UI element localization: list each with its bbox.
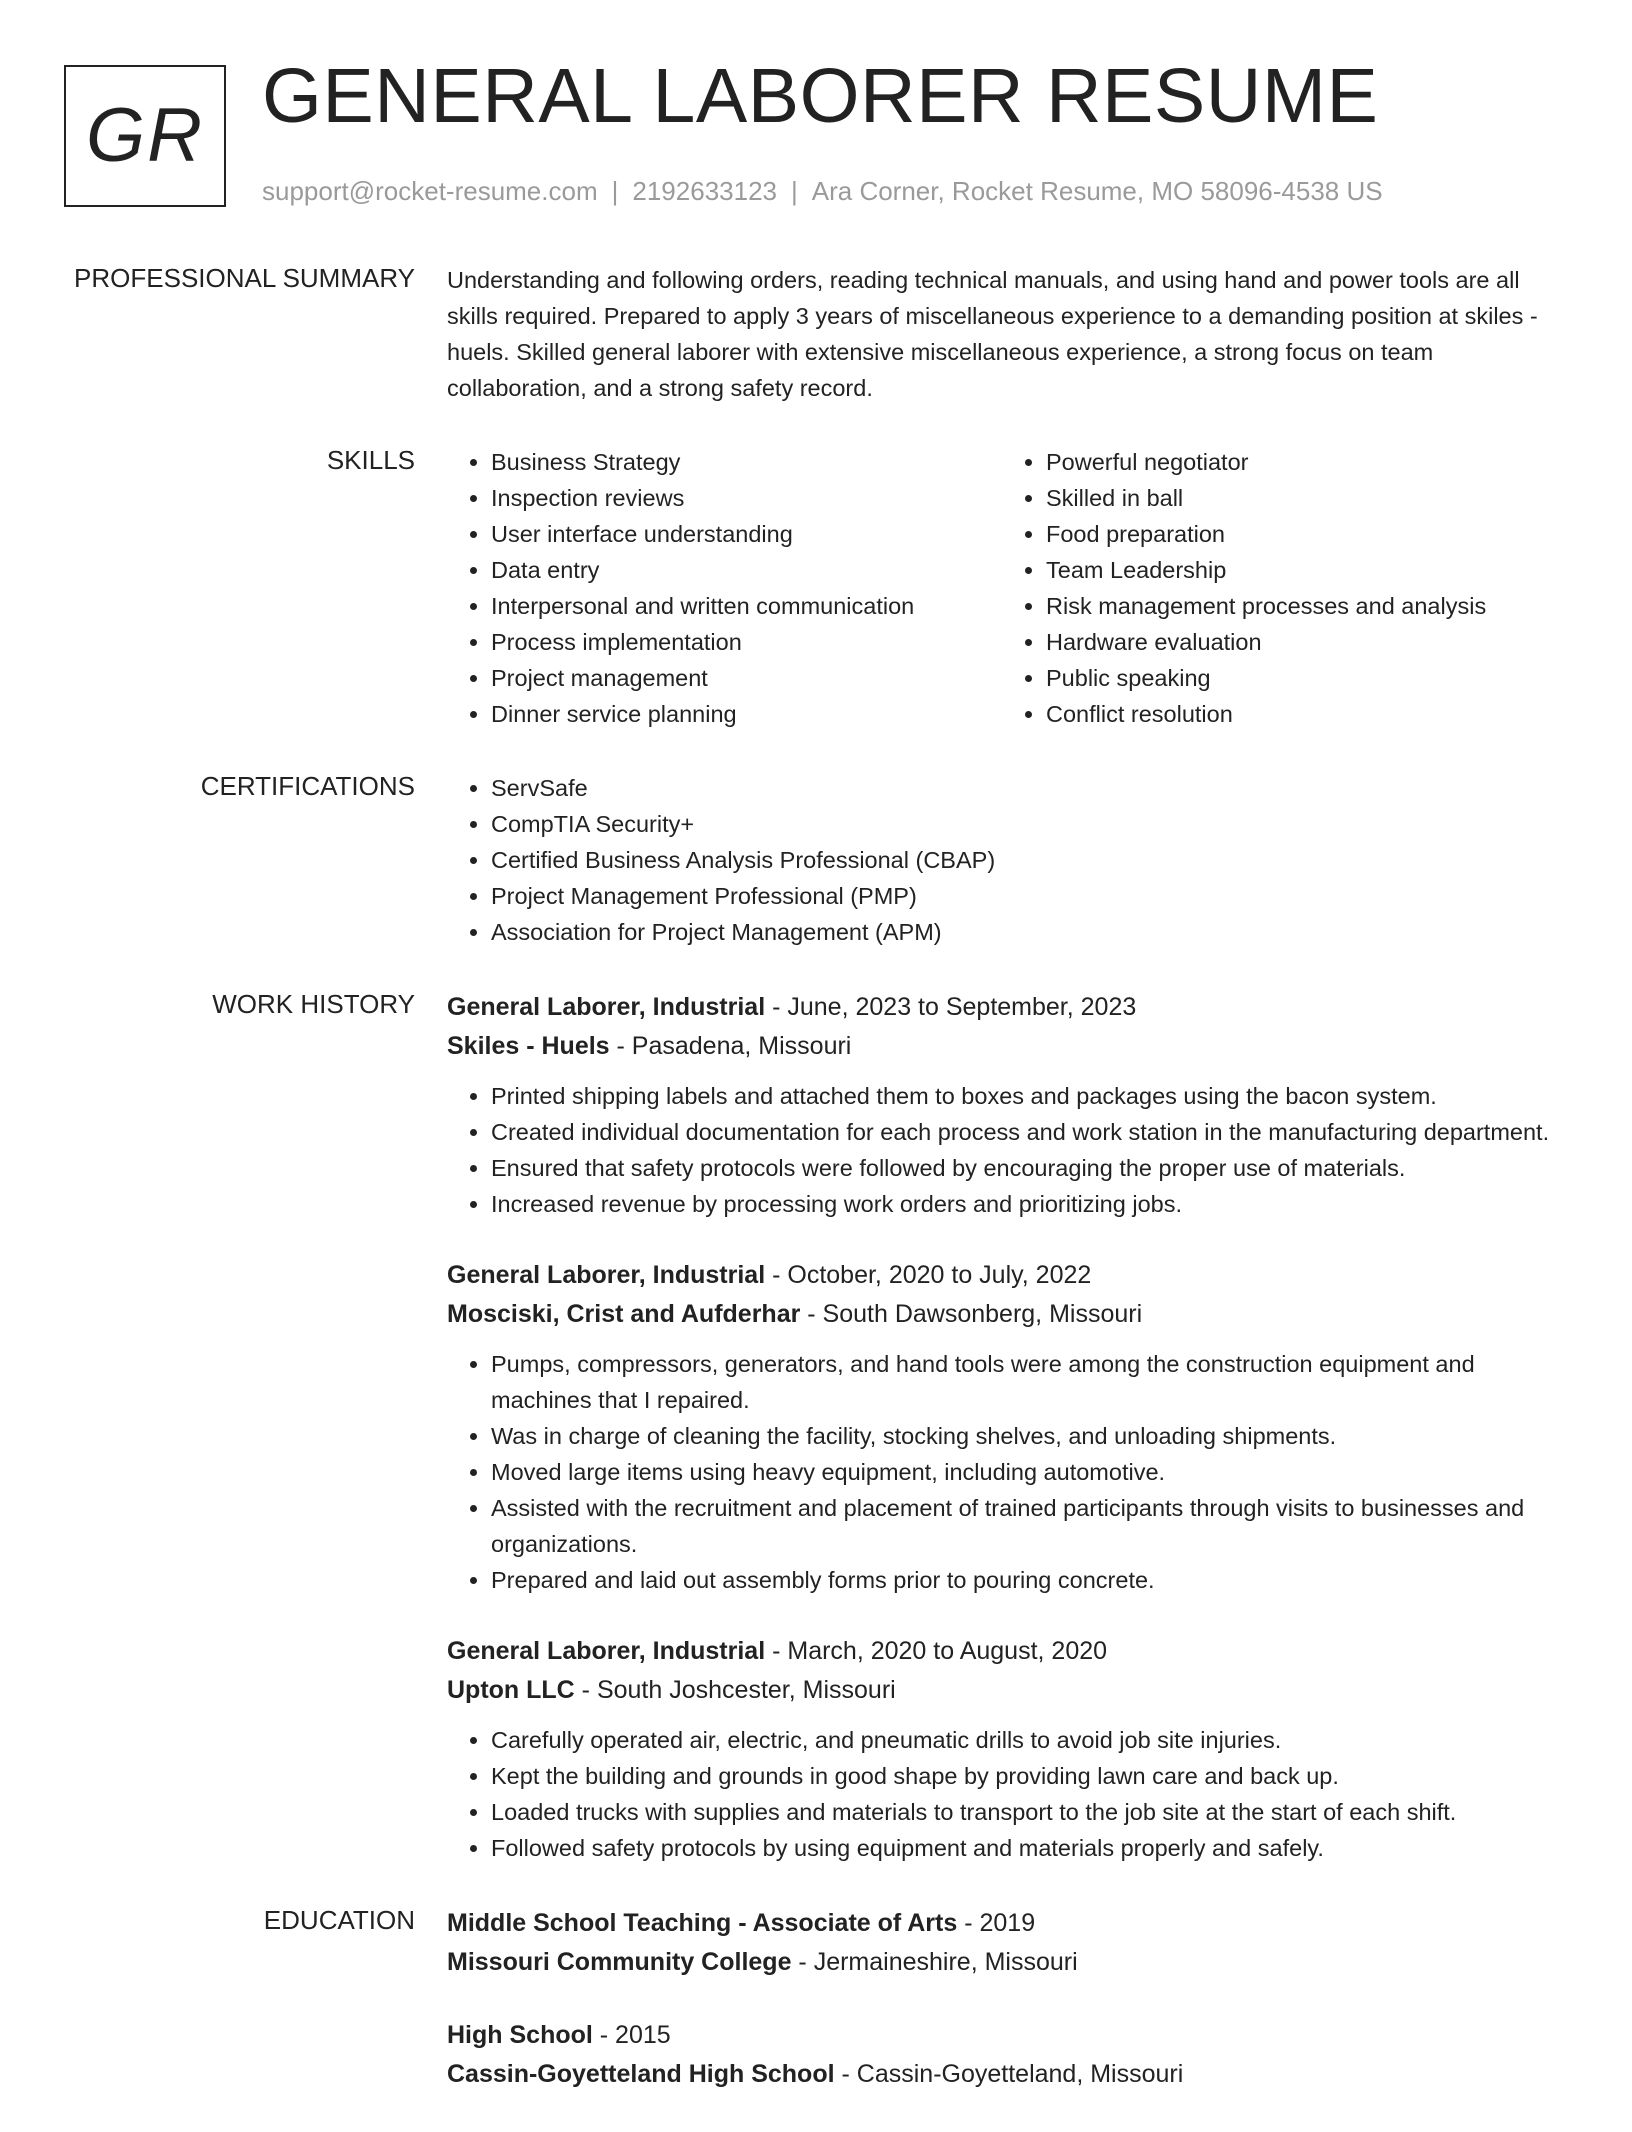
job-bullet: • Carefully operated air, electric, and pneumatic drills to avoid job site injuries. (491, 1722, 1557, 1758)
degree-name: High School (447, 2021, 593, 2049)
job-bullet: • Pumps, compressors, generators, and hand tools were among the construction equipment and machines that I repaired. (491, 1346, 1557, 1418)
degree-year: - 2019 (957, 1909, 1036, 1937)
job-location: - South Joshcester, Missouri (574, 1676, 896, 1704)
job-bullet: • Prepared and laid out assembly forms prior to pouring concrete. (491, 1562, 1557, 1598)
job-entry (447, 1256, 1557, 1598)
resume-header (0, 0, 1632, 230)
skill-item: • User interface understanding (491, 516, 1002, 552)
certification-item: • Association for Project Management (APM) (491, 914, 1557, 950)
skill-item: • Process implementation (491, 624, 1002, 660)
school-location: - Cassin-Goyetteland, Missouri (834, 2060, 1184, 2088)
job-company-line (447, 1671, 1557, 1710)
monogram-box (64, 65, 226, 207)
section-heading: CERTIFICATIONS (200, 771, 415, 801)
job-title: General Laborer, Industrial (447, 1261, 766, 1289)
skill-item: • Powerful negotiator (1046, 444, 1557, 480)
contact-email: support@rocket-resume.com (262, 176, 598, 206)
job-location: - South Dawsonberg, Missouri (800, 1300, 1143, 1328)
section-heading: PROFESSIONAL SUMMARY (74, 263, 415, 293)
skill-item: • Interpersonal and written communication (491, 588, 1002, 624)
job-bullet: • Followed safety protocols by using equipment and materials properly and safely. (491, 1830, 1557, 1866)
education-entry (447, 2016, 1557, 2094)
degree-line (447, 2016, 1557, 2055)
monogram-initials: GR (86, 93, 204, 178)
certifications-body (447, 770, 1557, 950)
skill-item: • Business Strategy (491, 444, 1002, 480)
job-entry (447, 988, 1557, 1222)
summary-body (447, 262, 1557, 406)
degree-name: Middle School Teaching - Associate of Arts (447, 1909, 958, 1937)
job-company-line (447, 1027, 1557, 1066)
job-bullet: • Was in charge of cleaning the facility, stocking shelves, and unloading shipments. (491, 1418, 1557, 1454)
job-bullet: • Created individual documentation for each process and work station in the manufacturing department. (491, 1114, 1557, 1150)
contact-separator: | (791, 176, 798, 206)
certifications-section (0, 770, 1632, 950)
certification-item: • ServSafe (491, 770, 1557, 806)
contact-separator: | (611, 176, 619, 206)
education-section (0, 1904, 1632, 2094)
skill-item: • Risk management processes and analysis (1046, 588, 1557, 624)
certification-item: • Certified Business Analysis Professional (CBAP) (491, 842, 1557, 878)
job-location: - Pasadena, Missouri (609, 1032, 852, 1060)
skills-section (0, 444, 1632, 732)
work-history-body (447, 988, 1557, 1866)
skill-item: • Skilled in ball (1046, 480, 1557, 516)
skill-item: • Dinner service planning (491, 696, 1002, 732)
job-company-line (447, 1295, 1557, 1334)
skill-item: • Food preparation (1046, 516, 1557, 552)
skill-item: • Project management (491, 660, 1002, 696)
school-name: Cassin-Goyetteland High School (447, 2060, 835, 2088)
skill-item: • Public speaking (1046, 660, 1557, 696)
education-entry (447, 1904, 1557, 1982)
summary-section (0, 262, 1632, 406)
certification-item: • CompTIA Security+ (491, 806, 1557, 842)
job-company: Mosciski, Crist and Aufderhar (447, 1300, 801, 1328)
job-entry (447, 1632, 1557, 1866)
skill-item: • Conflict resolution (1046, 696, 1557, 732)
skill-item: • Hardware evaluation (1046, 624, 1557, 660)
work-history-section (0, 988, 1632, 1866)
job-title: General Laborer, Industrial (447, 993, 766, 1021)
section-heading: SKILLS (326, 445, 415, 475)
degree-line (447, 1904, 1557, 1943)
certification-item: • Project Management Professional (PMP) (491, 878, 1557, 914)
skill-item: • Team Leadership (1046, 552, 1557, 588)
degree-year: - 2015 (592, 2021, 671, 2049)
certifications-list (447, 770, 1557, 950)
school-line (447, 2055, 1557, 2094)
job-bullet: • Ensured that safety protocols were followed by encouraging the proper use of materials. (491, 1150, 1557, 1186)
education-body (447, 1904, 1557, 2094)
skill-item: • Data entry (491, 552, 1002, 588)
job-dates: - October, 2020 to July, 2022 (765, 1261, 1092, 1289)
skill-item: • Inspection reviews (491, 480, 1002, 516)
contact-address: Ara Corner, Rocket Resume, MO 58096-4538 US (811, 176, 1383, 206)
school-line (447, 1943, 1557, 1982)
job-bullets (447, 1346, 1557, 1598)
job-company: Upton LLC (447, 1676, 575, 1704)
school-location: - Jermaineshire, Missouri (791, 1948, 1078, 1976)
job-bullet: • Increased revenue by processing work orders and prioritizing jobs. (491, 1186, 1557, 1222)
job-bullet: • Moved large items using heavy equipment, including automotive. (491, 1454, 1557, 1490)
school-name: Missouri Community College (447, 1948, 792, 1976)
job-dates: - June, 2023 to September, 2023 (765, 993, 1137, 1021)
contact-line (262, 175, 1383, 207)
job-title: General Laborer, Industrial (447, 1637, 766, 1665)
resume-content (0, 262, 1632, 2132)
job-title-line (447, 1256, 1557, 1295)
job-dates: - March, 2020 to August, 2020 (765, 1637, 1108, 1665)
job-bullet: • Kept the building and grounds in good shape by providing lawn care and back up. (491, 1758, 1557, 1794)
job-company: Skiles - Huels (447, 1032, 610, 1060)
job-bullet: • Loaded trucks with supplies and materials to transport to the job site at the start of each shift. (491, 1794, 1557, 1830)
section-heading: WORK HISTORY (212, 989, 415, 1019)
job-bullets (447, 1078, 1557, 1222)
job-bullet: • Assisted with the recruitment and placement of trained participants through visits to businesses and organizations. (491, 1490, 1557, 1562)
job-title-line (447, 988, 1557, 1027)
skills-list-right (1002, 444, 1557, 732)
section-heading: EDUCATION (263, 1905, 415, 1935)
job-bullets (447, 1722, 1557, 1866)
skills-list-left (447, 444, 1002, 732)
skills-body (447, 444, 1557, 732)
summary-text: Understanding and following orders, reading technical manuals, and using hand and power tools are all skills required. Prepared to apply 3 years of miscellaneous experience to a demanding position at skiles - huels. Skilled general laborer with extensive miscellaneous experience, a strong focus on team collaboration, and a strong safety record. (447, 267, 1538, 401)
job-bullet: • Printed shipping labels and attached them to boxes and packages using the bacon system. (491, 1078, 1557, 1114)
contact-phone: 2192633123 (632, 176, 777, 206)
job-title-line (447, 1632, 1557, 1671)
resume-title: GENERAL LABORER RESUME (262, 53, 1379, 139)
